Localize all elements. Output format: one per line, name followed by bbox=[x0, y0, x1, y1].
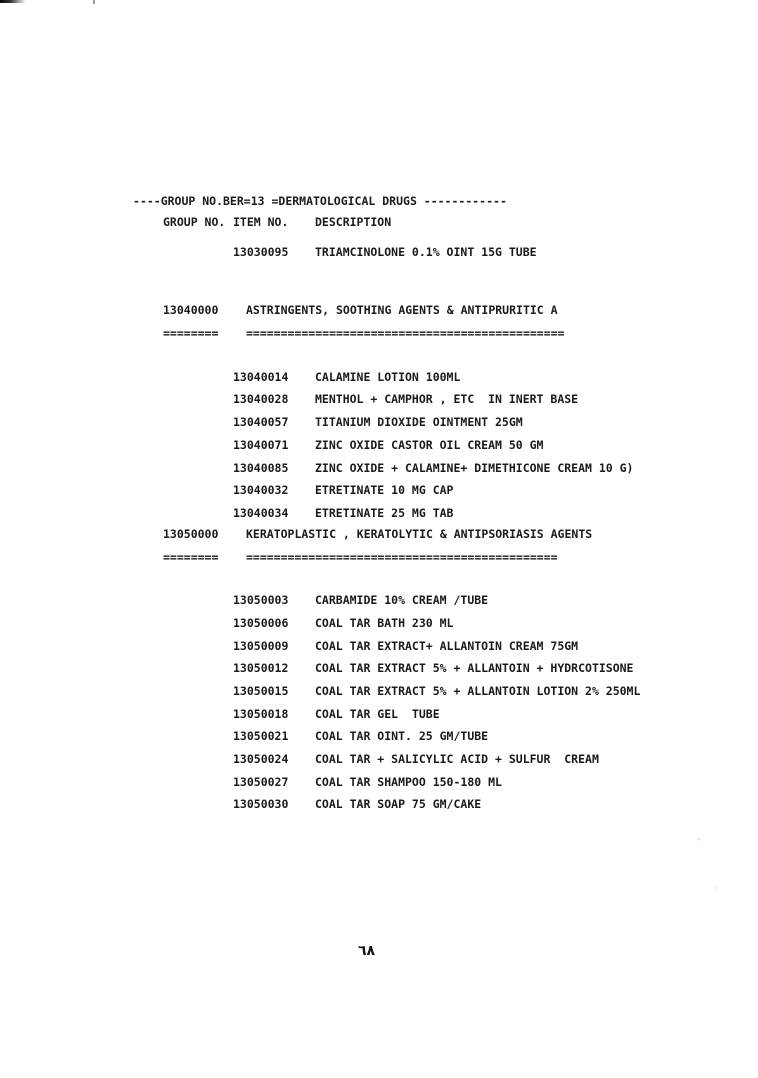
item-no: 13040014 bbox=[233, 370, 289, 384]
item-description: COAL TAR GEL TUBE bbox=[315, 707, 440, 721]
item-no: 13050015 bbox=[233, 684, 289, 698]
item-description: COAL TAR EXTRACT+ ALLANTOIN CREAM 75GM bbox=[315, 639, 579, 653]
item-no: 13040057 bbox=[233, 415, 289, 429]
item-description: COAL TAR SHAMPOO 150-180 ML bbox=[315, 775, 502, 789]
item-description: TITANIUM DIOXIDE OINTMENT 25GM bbox=[315, 415, 523, 429]
group-description: KERATOPLASTIC , KERATOLYTIC & ANTIPSORIASIS AGENTS bbox=[246, 527, 593, 541]
item-description: ETRETINATE 25 MG TAB bbox=[315, 506, 454, 520]
item-description: CARBAMIDE 10% CREAM /TUBE bbox=[315, 593, 489, 607]
item-no: 13050018 bbox=[233, 707, 289, 721]
group-description: ASTRINGENTS, SOOTHING AGENTS & ANTIPRURITIC A bbox=[246, 303, 558, 317]
scan-artifact-tick bbox=[93, 0, 95, 4]
page-number: ٦٨ bbox=[358, 943, 376, 959]
item-description: COAL TAR EXTRACT 5% + ALLANTOIN + HYDRCOTISONE bbox=[315, 661, 634, 675]
item-no: 13050009 bbox=[233, 639, 289, 653]
item-description: COAL TAR + SALICYLIC ACID + SULFUR CREAM bbox=[315, 752, 599, 766]
item-no: 13040085 bbox=[233, 461, 289, 475]
item-no: 13040071 bbox=[233, 438, 289, 452]
item-no: 13050021 bbox=[233, 729, 289, 743]
column-header-group-no: GROUP NO. bbox=[163, 215, 226, 229]
item-no: 13040032 bbox=[233, 483, 289, 497]
item-no: 13050027 bbox=[233, 775, 289, 789]
group-header-line: ----GROUP NO.BER=13 =DERMATOLOGICAL DRUGS ------------ bbox=[133, 194, 507, 208]
item-no: 13050003 bbox=[233, 593, 289, 607]
item-no: 13030095 bbox=[233, 245, 289, 259]
item-no: 13050024 bbox=[233, 752, 289, 766]
item-description: TRIAMCINOLONE 0.1% OINT 15G TUBE bbox=[315, 245, 537, 259]
column-header-item-no: ITEM NO. bbox=[233, 215, 289, 229]
item-description: ZINC OXIDE CASTOR OIL CREAM 50 GM bbox=[315, 438, 544, 452]
group-no-separator: ======== bbox=[163, 326, 219, 340]
scan-artifact-speck bbox=[714, 886, 717, 889]
item-description: COAL TAR OINT. 25 GM/TUBE bbox=[315, 729, 489, 743]
item-description: COAL TAR SOAP 75 GM/CAKE bbox=[315, 797, 482, 811]
group-no: 13040000 bbox=[163, 303, 219, 317]
group-no: 13050000 bbox=[163, 527, 219, 541]
item-no: 13040028 bbox=[233, 392, 289, 406]
item-no: 13040034 bbox=[233, 506, 289, 520]
item-description: COAL TAR EXTRACT 5% + ALLANTOIN LOTION 2% 250ML bbox=[315, 684, 641, 698]
scan-artifact-top-strip bbox=[0, 0, 26, 3]
column-header-description: DESCRIPTION bbox=[315, 215, 392, 229]
group-no-separator: ======== bbox=[163, 550, 219, 564]
item-no: 13050030 bbox=[233, 797, 289, 811]
description-separator: ============================================== bbox=[246, 326, 565, 340]
description-separator: ============================================= bbox=[246, 550, 558, 564]
item-description: ZINC OXIDE + CALAMINE+ DIMETHICONE CREAM 10 G) bbox=[315, 461, 634, 475]
item-description: COAL TAR BATH 230 ML bbox=[315, 616, 454, 630]
scan-artifact-speck bbox=[697, 837, 701, 841]
item-description: MENTHOL + CAMPHOR , ETC IN INERT BASE bbox=[315, 392, 579, 406]
item-description: CALAMINE LOTION 100ML bbox=[315, 370, 461, 384]
item-description: ETRETINATE 10 MG CAP bbox=[315, 483, 454, 497]
item-no: 13050006 bbox=[233, 616, 289, 630]
item-no: 13050012 bbox=[233, 661, 289, 675]
